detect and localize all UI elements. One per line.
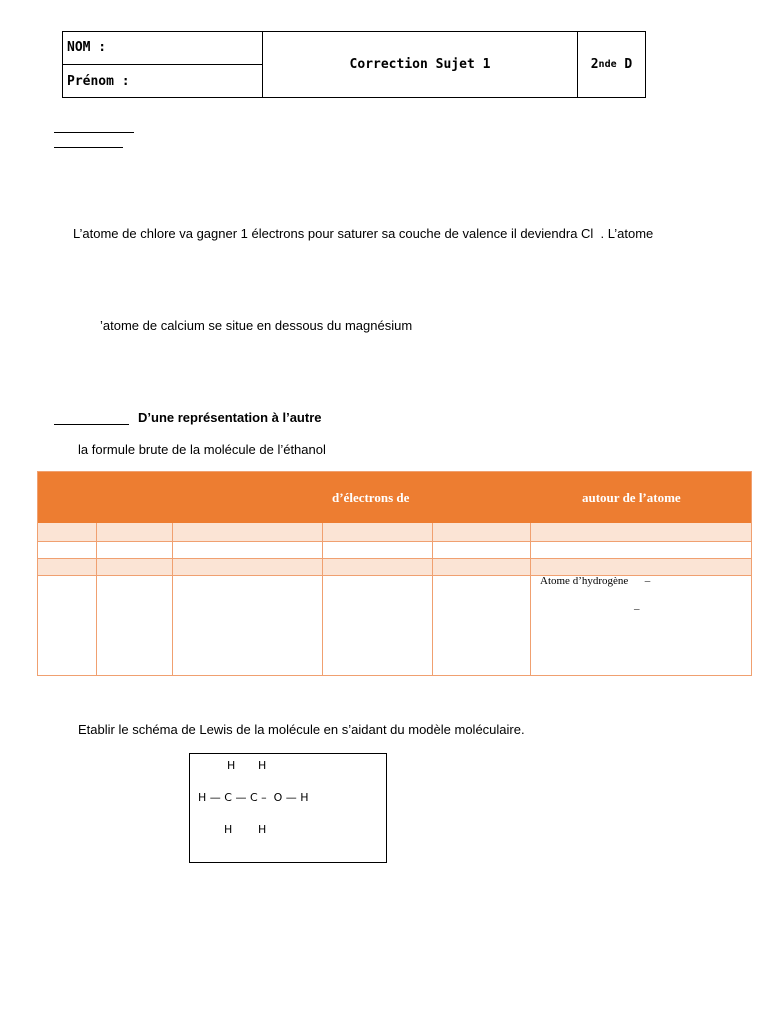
student-info — [63, 32, 263, 97]
lewis-structure-box — [189, 753, 387, 863]
blank-line-1 — [54, 132, 134, 133]
section-blank-line — [54, 424, 129, 425]
lewis-top-h2: H — [258, 759, 267, 772]
lewis-bottom-h2: H — [258, 823, 267, 836]
chlore-sentence: L’atome de chlore va gagner 1 électrons pour saturer sa couche de valence il deviendra Cl . L’atome — [73, 226, 654, 241]
lewis-top-h1: H — [227, 759, 236, 772]
class-number: 2 — [590, 57, 599, 72]
nom-label: NOM : — [63, 32, 262, 65]
class-suffix: D — [616, 57, 633, 72]
table-column-divider — [322, 523, 323, 675]
table-header — [38, 472, 751, 523]
table-column-divider — [96, 523, 97, 675]
electron-table — [37, 471, 752, 676]
table-row — [38, 541, 751, 558]
hydrogen-cell-line1: Atome d’hydrogène – — [540, 575, 651, 587]
lewis-bottom-h1: H — [224, 823, 233, 836]
table-row — [38, 523, 751, 541]
formule-sentence: la formule brute de la molécule de l’éthanol — [78, 442, 326, 457]
table-divider — [38, 541, 751, 542]
hydrogen-cell-line2: – — [634, 603, 640, 615]
class-superscript: nde — [598, 59, 617, 70]
table-row — [38, 558, 751, 575]
table-header-electrons: d’électrons de — [332, 490, 410, 505]
blank-line-2 — [54, 147, 123, 148]
header-box — [62, 31, 646, 98]
table-header-atome: autour de l’atome — [582, 490, 681, 505]
prenom-label: Prénom : — [67, 74, 130, 89]
lewis-instruction: Etablir le schéma de Lewis de la molécule en s’aidant du modèle moléculaire. — [78, 722, 525, 737]
class-label — [578, 32, 645, 97]
section-title: D’une représentation à l’autre — [138, 410, 322, 425]
table-row — [38, 575, 751, 675]
lewis-middle-chain: H — C — C – O — H — [198, 791, 309, 804]
table-column-divider — [432, 523, 433, 675]
calcium-sentence: ’atome de calcium se situe en dessous du magnésium — [100, 318, 413, 333]
table-column-divider — [530, 523, 531, 675]
table-column-divider — [172, 523, 173, 675]
table-divider — [38, 558, 751, 559]
document-title: Correction Sujet 1 — [263, 32, 578, 97]
